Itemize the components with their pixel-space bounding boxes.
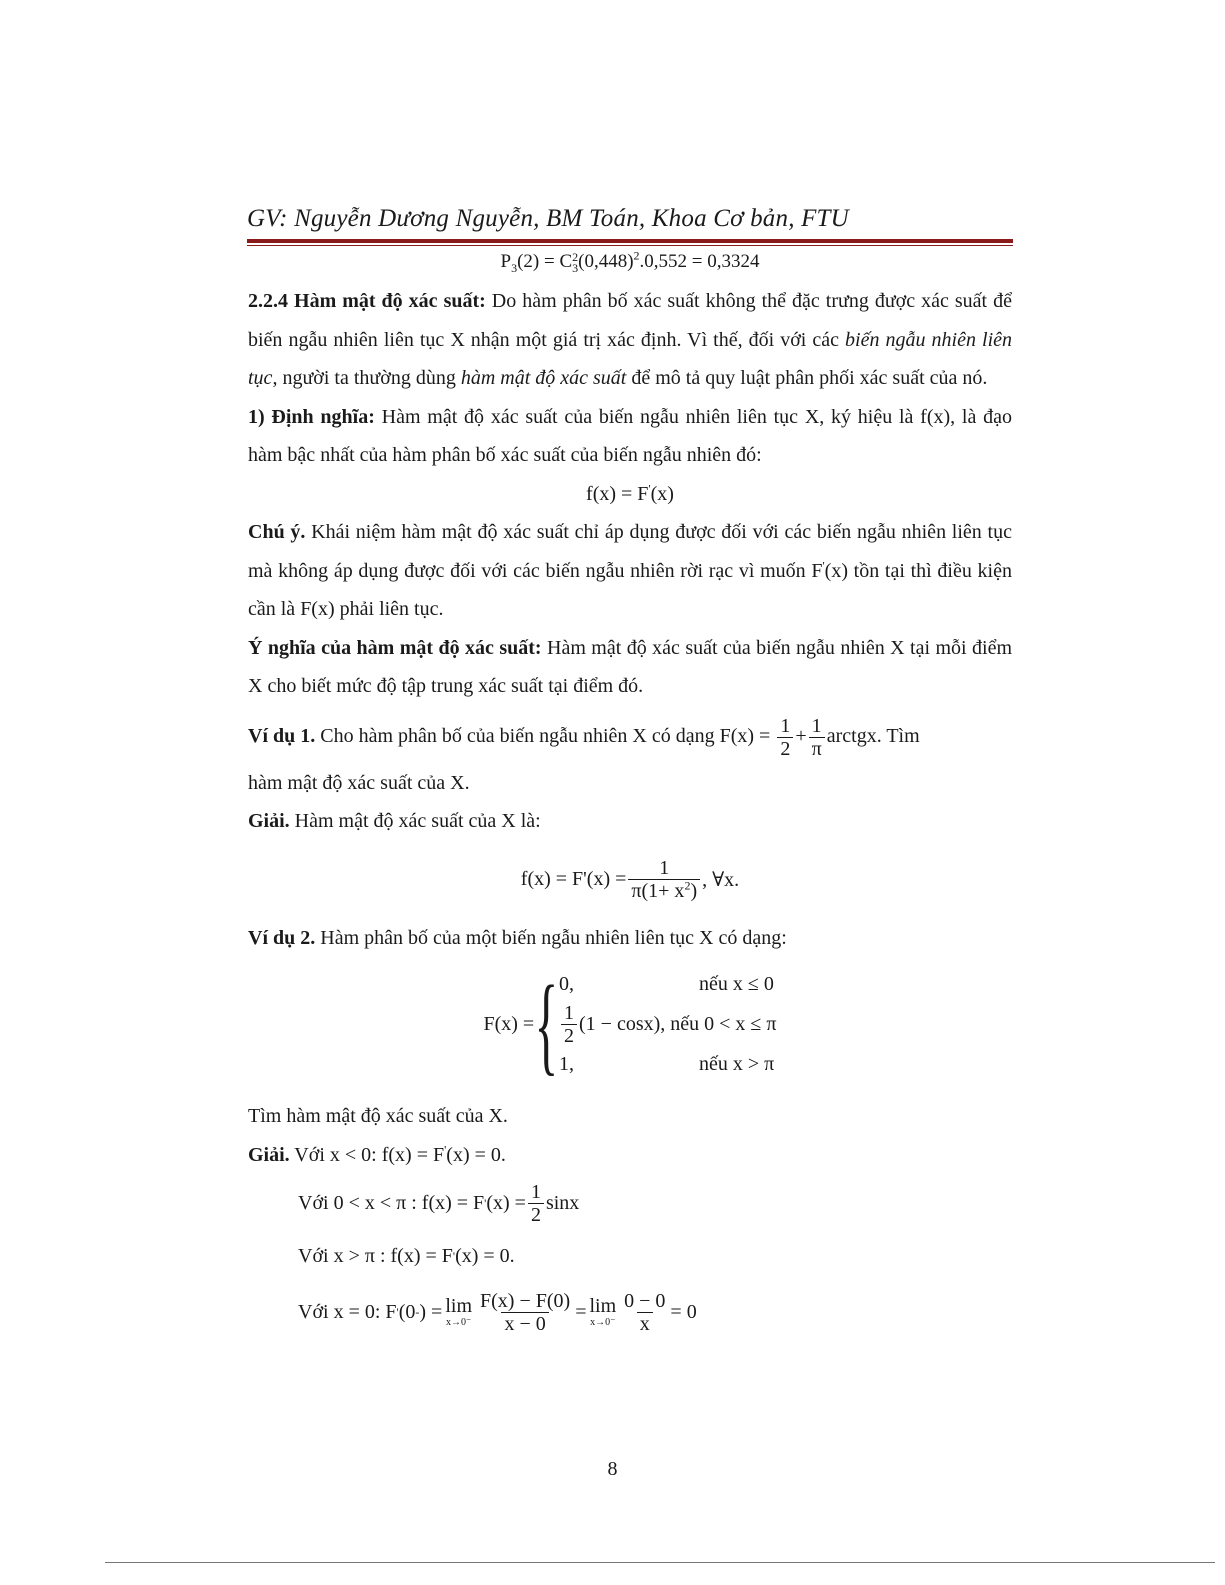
example1-text: Cho hàm phân bố của biến ngẫu nhiên X có dạng F(x) = bbox=[315, 725, 776, 748]
example1-statement bbox=[248, 712, 1012, 764]
fraction-num: 1 bbox=[659, 857, 670, 879]
eq-term: (2) = C bbox=[517, 251, 573, 272]
den-part: π(1+ x bbox=[631, 880, 685, 902]
case-value: 1, bbox=[559, 1052, 575, 1075]
intro-text: Do hàm phân bố xác suất không thể đặc trưng được xác suất để biến ngẫu nhiên liên tục X nhận một giá trị xác định. Vì thế, đối với các bbox=[248, 290, 1012, 351]
function-name: arctgx bbox=[826, 725, 877, 748]
den-part: ) bbox=[690, 880, 698, 902]
piecewise-cases bbox=[559, 964, 777, 1084]
example2-solution-line3: Với x > π : f(x) = F ' (x) = 0. bbox=[298, 1244, 515, 1267]
result-text: = 0 bbox=[670, 1300, 697, 1323]
limit-sub: x→0⁻ bbox=[446, 1317, 472, 1328]
example2-solution-line1 bbox=[248, 1136, 1012, 1175]
example2-statement bbox=[248, 919, 1012, 958]
formula-term: (x) bbox=[650, 482, 674, 505]
den-sup: 2 bbox=[684, 878, 691, 893]
section-intro bbox=[248, 282, 1012, 398]
definition-text: Hàm mật độ xác suất của biến ngẫu nhiên liên tục X, ký hiệu là f(x), là đạo hàm bậc nhất của hàm phân bố xác suất của biến ngẫu nhiên đó: bbox=[248, 405, 1012, 466]
intro-text: để mô tả quy luật phân phối xác suất của nó. bbox=[626, 367, 988, 389]
brace-symbol: { bbox=[534, 963, 559, 1085]
eq-term: .0,552 = 0,3324 bbox=[639, 251, 760, 272]
solution-text: sinx bbox=[545, 1191, 580, 1214]
fraction-num: 1 bbox=[564, 1001, 575, 1024]
piecewise-lhs: F(x) = bbox=[483, 1012, 535, 1035]
eq-term: P bbox=[500, 251, 512, 272]
fraction-den: 2 bbox=[777, 737, 793, 760]
solution-text: Hàm mật độ xác suất của X là: bbox=[289, 810, 541, 832]
intro-italic: biến ngẫu nhiên liên tục bbox=[248, 328, 1012, 389]
fraction-num: 1 bbox=[780, 715, 791, 737]
fraction bbox=[809, 715, 825, 760]
fraction-den: π bbox=[809, 737, 825, 760]
limit-operator bbox=[589, 1296, 616, 1328]
document-body bbox=[248, 248, 1012, 1344]
solution-text: ) = bbox=[419, 1300, 443, 1323]
intro-italic: hàm mật độ xác suất bbox=[460, 367, 627, 389]
section-title: 2.2.4 Hàm mật độ xác suất: bbox=[248, 290, 486, 312]
case-condition: nếu x > π bbox=[699, 1052, 775, 1075]
example2-label: Ví dụ 2. bbox=[248, 926, 316, 949]
solution-text: Với x < 0: f(x) = F bbox=[289, 1143, 445, 1166]
eq-sub: 3 bbox=[511, 260, 518, 275]
fraction-num: 1 bbox=[811, 715, 822, 737]
header-rule-thick bbox=[247, 239, 1013, 243]
eq-sup: 2 bbox=[572, 249, 579, 264]
solution-text: (x) = 0. bbox=[446, 1143, 506, 1166]
fraction bbox=[561, 1002, 577, 1047]
fraction bbox=[477, 1290, 573, 1335]
example1-solution bbox=[248, 802, 1012, 841]
limit-word: lim bbox=[445, 1295, 473, 1317]
note-prime: ' bbox=[822, 557, 825, 572]
eq-term: (0,448) bbox=[578, 251, 634, 272]
case-value: (1 − cosx), nếu 0 < x ≤ π bbox=[579, 1012, 777, 1035]
limit-word: lim bbox=[589, 1295, 617, 1317]
plus-sign: + bbox=[795, 725, 807, 748]
fraction bbox=[621, 1290, 668, 1335]
example2-task: Tìm hàm mật độ xác suất của X. bbox=[248, 1105, 508, 1127]
fraction-den: x bbox=[637, 1312, 653, 1335]
example2-text: Hàm phân bố của một biến ngẫu nhiên liên tục X có dạng: bbox=[315, 926, 787, 949]
fraction-den: 2 bbox=[528, 1203, 544, 1226]
equals-sign: = bbox=[575, 1300, 587, 1323]
header-rule-thin bbox=[247, 245, 1013, 246]
solution-text: (0 bbox=[398, 1300, 416, 1323]
fraction bbox=[777, 715, 793, 760]
meaning-label: Ý nghĩa của hàm mật độ xác suất: bbox=[248, 636, 542, 659]
case-condition: nếu x ≤ 0 bbox=[699, 972, 774, 995]
example2-solution-line4: Với x = 0: F ' (0 - ) = lim x→0⁻ $\frac{F(x) - F(0)}{x - 0}$ = lim x→0⁻ $\frac{0 - 0}{x}$ = 0 bbox=[298, 1289, 697, 1335]
case-row bbox=[559, 1001, 777, 1047]
fraction-den: x − 0 bbox=[501, 1312, 548, 1335]
solution-text: (x) = 0. bbox=[455, 1244, 515, 1267]
solution-text: Với x = 0: F bbox=[298, 1300, 397, 1323]
meaning-paragraph bbox=[248, 629, 1012, 706]
formula-prime: ' bbox=[648, 480, 651, 495]
binomial-equation bbox=[248, 248, 1012, 276]
example1-continuation: hàm mật độ xác suất của X. bbox=[248, 771, 470, 794]
eq-sup: 2 bbox=[633, 248, 640, 263]
definition-label: 1) Định nghĩa: bbox=[248, 405, 375, 428]
definition-paragraph bbox=[248, 398, 1012, 475]
solution-label: Giải. bbox=[248, 810, 290, 832]
eq-sub: 3 bbox=[572, 260, 579, 275]
page-number: 8 bbox=[607, 1458, 618, 1480]
solution-text: Với 0 < x < π : f(x) = F bbox=[298, 1191, 485, 1214]
fraction-num: 0 − 0 bbox=[624, 1289, 666, 1312]
note-text: Khái niệm hàm mật độ xác suất chỉ áp dụng được đối với các biến ngẫu nhiên liên tục mà không áp dụng được đối với các biến ngẫu nhiên rời rạc vì muốn F bbox=[248, 521, 1012, 582]
example2-solution-line2: Với 0 < x < π : f(x) = F ' (x) = $\frac{1}{2}$ sinx bbox=[298, 1180, 580, 1226]
note-label: Chú ý. bbox=[248, 521, 306, 543]
deriv-right: , ∀x. bbox=[702, 869, 740, 891]
fraction-den: 2 bbox=[561, 1024, 577, 1047]
limit-operator bbox=[445, 1296, 472, 1328]
note-paragraph bbox=[248, 513, 1012, 629]
fraction bbox=[528, 1181, 544, 1226]
note-text: (x) tồn tại thì điều kiện cần là F(x) phải liên tục. bbox=[248, 559, 1012, 620]
fraction bbox=[628, 857, 700, 902]
definition-formula bbox=[248, 475, 1012, 514]
meaning-text: Hàm mật độ xác suất của biến ngẫu nhiên X tại mỗi điểm X cho biết mức độ tập trung xác suất tại điểm đó. bbox=[248, 636, 1013, 697]
example1-derivative bbox=[248, 851, 1012, 909]
solution-prime: ' bbox=[444, 1141, 447, 1156]
limit-sub: x→0⁻ bbox=[590, 1317, 616, 1328]
case-row bbox=[559, 964, 777, 1004]
formula-term: f(x) = F bbox=[586, 482, 649, 505]
page-header: GV: Nguyễn Dương Nguyễn, BM Toán, Khoa Cơ bản, FTU bbox=[247, 205, 849, 232]
solution-label: Giải. bbox=[248, 1143, 290, 1166]
example1-label: Ví dụ 1. bbox=[248, 725, 316, 748]
intro-text: , người ta thường dùng bbox=[272, 367, 461, 389]
solution-text: Với x > π : f(x) = F bbox=[298, 1244, 453, 1267]
piecewise-function bbox=[248, 959, 1012, 1089]
case-row bbox=[559, 1044, 777, 1084]
example1-line bbox=[248, 715, 1012, 760]
fraction-den bbox=[628, 879, 700, 902]
bottom-rule bbox=[105, 1562, 1215, 1563]
fraction-num: 1 bbox=[530, 1180, 541, 1203]
solution-text: (x) = bbox=[486, 1191, 526, 1214]
deriv-left: f(x) = F'(x) = bbox=[520, 868, 627, 890]
case-value: 0, bbox=[559, 972, 575, 995]
fraction-num: F(x) − F(0) bbox=[480, 1289, 571, 1312]
example1-text: . Tìm bbox=[876, 725, 920, 748]
